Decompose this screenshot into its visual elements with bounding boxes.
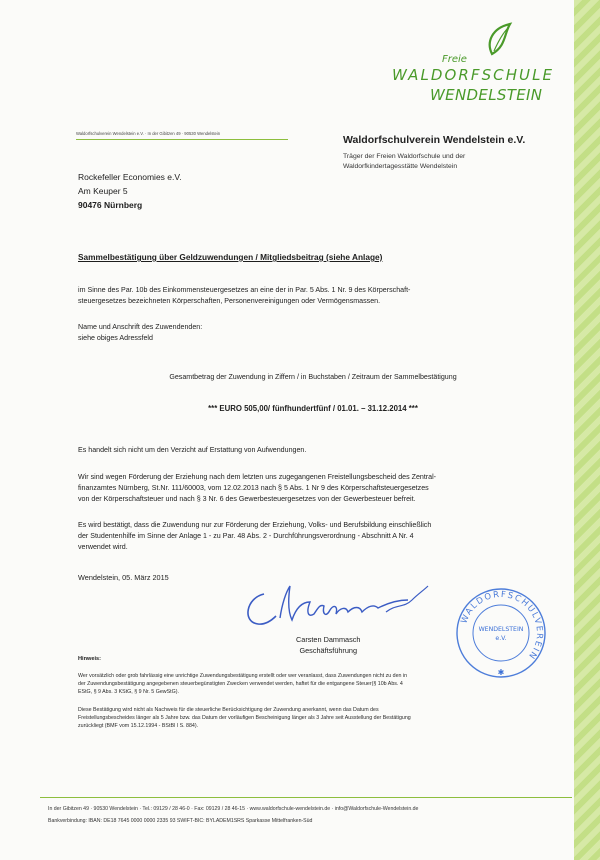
organization-subtitle-line: Träger der Freien Waldorfschule und der — [343, 153, 466, 160]
organization-subtitle — [343, 152, 543, 171]
recipient-city: 90476 Nürnberg — [78, 200, 143, 210]
sender-rule — [76, 139, 288, 140]
confirmation-paragraph — [78, 520, 548, 552]
organization-name: Waldorfschulverein Wendelstein e.V. — [343, 134, 526, 146]
stamp-center-line1: WENDELSTEIN — [478, 626, 524, 633]
donor-label: Name und Anschrift des Zuwendenden: — [78, 323, 203, 331]
signer-block — [296, 634, 360, 656]
logo-line1: Freie — [442, 54, 467, 65]
intro-paragraph — [78, 285, 548, 307]
notice-line: Diese Bestätigung wird nicht als Nachweis für die steuerliche Berücksichtigung der Zuwendung anerkannt, wenn das Datum des — [78, 707, 379, 713]
donor-block — [78, 322, 548, 344]
notice-line: der Zuwendungsbestätigung angegebenen steuerbegünstigten Zwecken verwendet werden, haftet für die entgangene Steuer(§ 10b Abs. 4 — [78, 681, 403, 688]
organization-stamp — [454, 586, 548, 680]
stamp-center-line2: e.V. — [495, 635, 507, 642]
notice-paragraph-liability — [78, 672, 548, 696]
handwritten-signature — [236, 578, 436, 638]
recipient-name: Rockefeller Economies e.V. — [78, 172, 182, 182]
exemption-line: Wir sind wegen Förderung der Erziehung nach dem letzten uns zugegangenen Freistellungsbescheid des Zentral- — [78, 473, 437, 481]
place-and-date: Wendelstein, 05. März 2015 — [78, 573, 169, 582]
intro-line: steuergesetzes bezeichneten Körperschaften, Personenvereinigungen oder Vermögensmassen. — [78, 296, 381, 305]
notice-line: Freistellungsbescheides länger als 5 Jahre bzw. das Datum der vorläufigen Bescheinigung länger als 3 Jahre seit Ausstellung der Bestätigung — [78, 715, 411, 722]
notice-line: Wer vorsätzlich oder grob fahrlässig eine unrichtige Zuwendungsbestätigung erstellt oder wer veranlasst, dass Zuwendungen nicht zu den in — [78, 673, 408, 679]
logo-line2: WALDORFSCHULE — [392, 66, 552, 84]
confirmation-line: der Studentenhilfe im Sinne der Anlage 1 - zu Par. 48 Abs. 2 - Durchführungsverordnung - Abschnitt A Nr. 4 — [78, 531, 414, 540]
amount-value: *** EURO 505,00/ fünfhundertfünf / 01.01. – 31.12.2014 *** — [208, 404, 418, 413]
recipient-address — [78, 170, 182, 212]
signer-role: Geschäftsführung — [299, 646, 358, 655]
exemption-paragraph — [78, 472, 548, 504]
notice-paragraph-validity — [78, 706, 548, 730]
notice-line: EStG, § 9 Abs. 3 KStG, § 9 Nr. 5 GewStG). — [78, 689, 179, 696]
leaf-icon — [490, 24, 510, 54]
notice-line: zurückliegt (BMF vom 15.12.1994 - BStBl I S. 884). — [78, 723, 199, 730]
footer-rule — [40, 797, 572, 798]
sender-return-address: Waldorfschulverein Wendelstein e.V. · In der Gibitzen 49 · 90530 Wendelstein — [76, 131, 221, 136]
stamp-ring-text: WALDORFSCHULVEREIN — [459, 589, 545, 662]
no-waiver-statement: Es handelt sich nicht um den Verzicht auf Erstattung von Aufwendungen. — [78, 446, 307, 454]
confirmation-line: Es wird bestätigt, dass die Zuwendung nur zur Förderung der Erziehung, Volks- und Berufsbildung einschließlich — [78, 521, 432, 529]
footer-bank: Bankverbindung: IBAN: DE18 7645 0000 0000 2335 93 SWIFT-BIC: BYLADEM1SRS Sparkasse Mittelfranken-Süd — [48, 818, 313, 824]
notice-title: Hinweis: — [78, 656, 102, 662]
confirmation-line: verwendet wird. — [78, 542, 128, 551]
donor-value: siehe obiges Adressfeld — [78, 333, 153, 342]
intro-line: im Sinne des Par. 10b des Einkommensteuergesetzes an eine der in Par. 5 Abs. 1 Nr. 9 des Körperschaft- — [78, 286, 411, 294]
recipient-street: Am Keuper 5 — [78, 186, 128, 196]
exemption-line: finanzamtes Nürnberg, St.Nr. 111/60003, vom 12.02.2013 nach § 5 Abs. 1 Nr 9 des Körperschaftsteuergesetzes — [78, 483, 429, 492]
decorative-green-strip — [574, 0, 600, 860]
logo-line3: WENDELSTEIN — [430, 86, 542, 104]
organization-subtitle-line: Waldorfkindertagesstätte Wendelstein — [343, 162, 458, 170]
document-subject: Sammelbestätigung über Geldzuwendungen / Mitgliedsbeitrag (siehe Anlage) — [78, 252, 383, 262]
signer-name: Carsten Dammasch — [296, 635, 361, 644]
exemption-line: von der Körperschaftsteuer und nach § 3 Nr. 6 des Gewerbesteuergesetzes von der Gewerbesteuer befreit. — [78, 494, 416, 503]
stamp-star-icon: ✱ — [497, 668, 505, 677]
amount-label: Gesamtbetrag der Zuwendung in Ziffern / in Buchstaben / Zeitraum der Sammelbestätigung — [169, 373, 457, 381]
footer-contact: In der Gibitzen 49 · 90530 Wendelstein · Tel.: 09129 / 28 46-0 · Fax: 09129 / 28 46-15 · www.waldorfschule-wendelstein.de · info@Waldorfschule-Wendelstein.de — [48, 806, 419, 812]
school-logo — [388, 20, 558, 116]
